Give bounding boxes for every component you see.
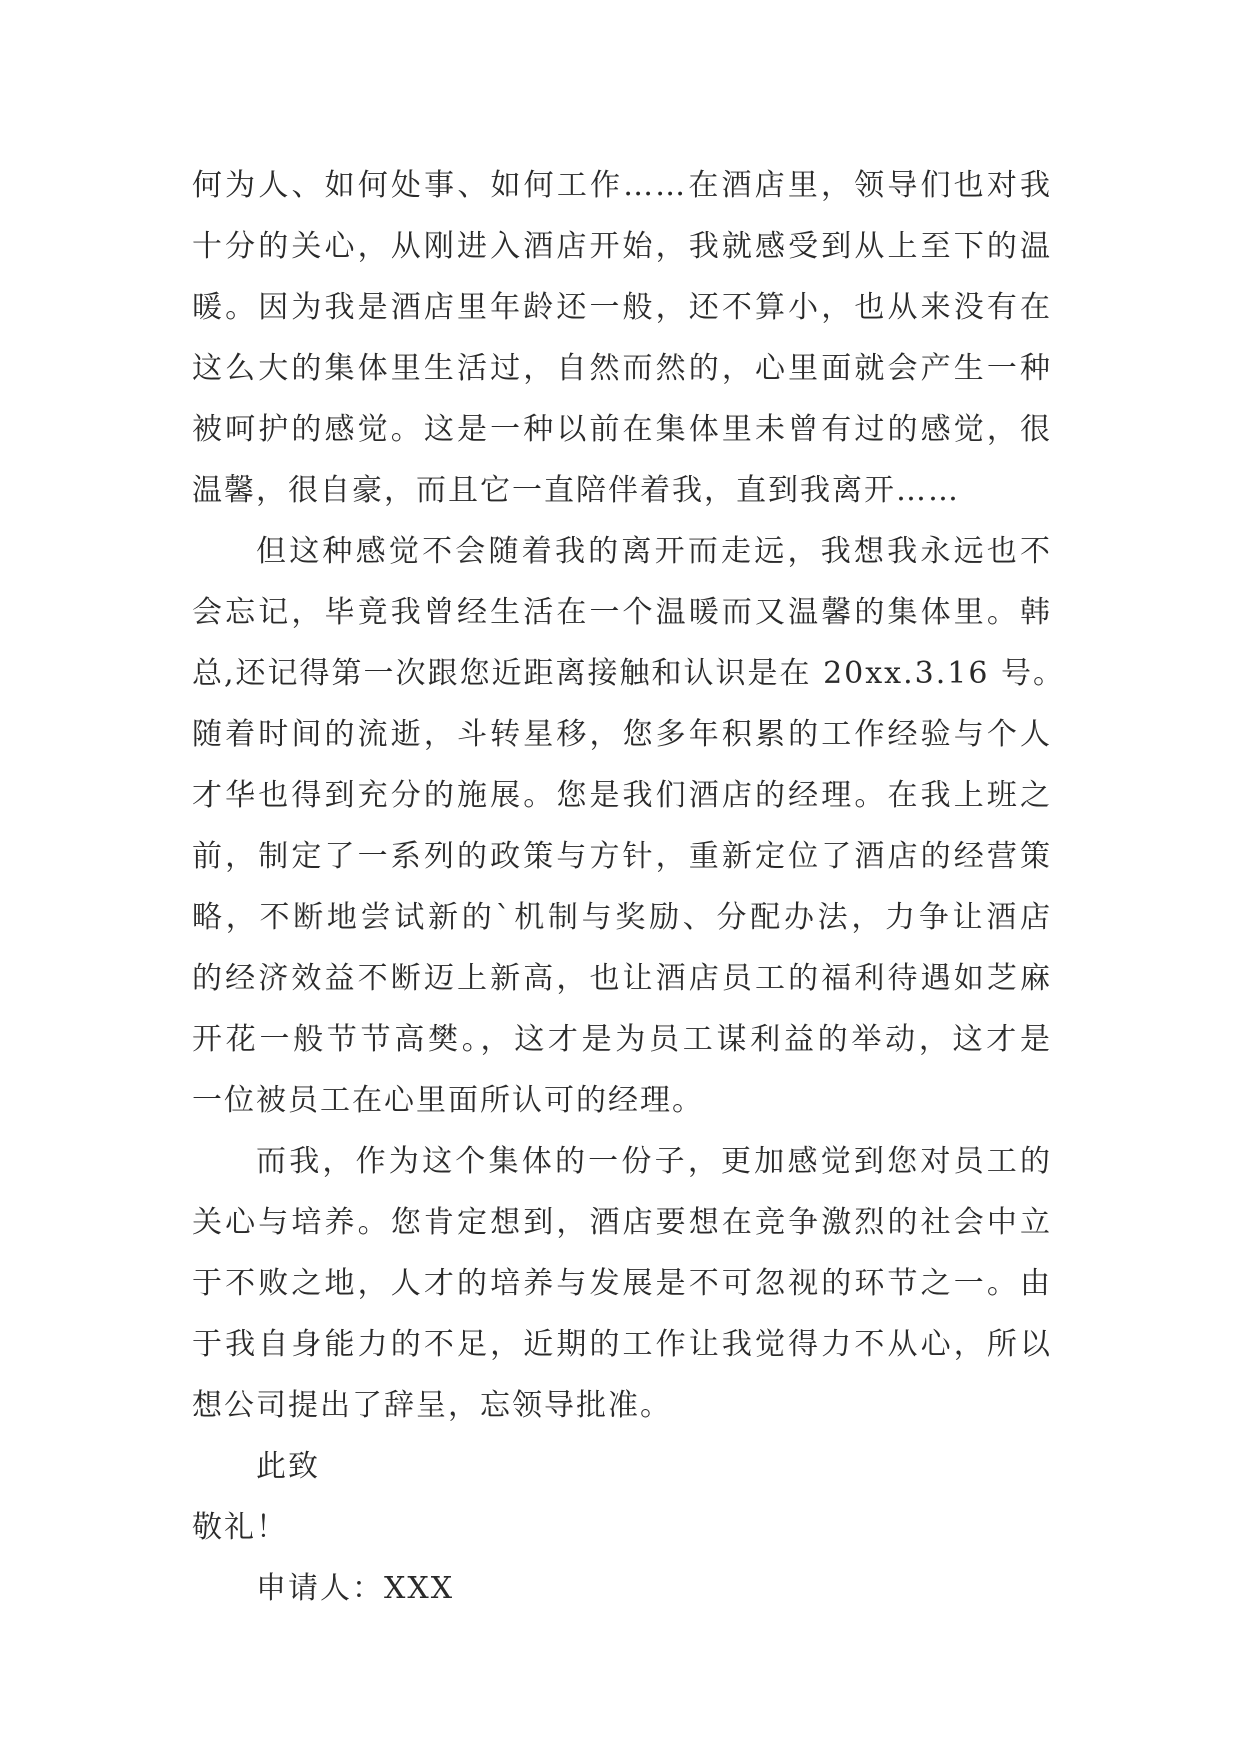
paragraph-line: 关心与培养。您肯定想到，酒店要想在竞争激烈的社会中立 xyxy=(192,1205,1052,1240)
paragraph-line: 想公司提出了辞呈，忘领导批准。 xyxy=(192,1388,672,1423)
paragraph-line: 一位被员工在心里面所认可的经理。 xyxy=(192,1083,704,1118)
paragraph-line: 开花一般节节高樊。，这才是为员工谋利益的举动，这才是 xyxy=(192,1022,1052,1057)
paragraph-line: 于不败之地，人才的培养与发展是不可忽视的环节之一。由 xyxy=(192,1266,1052,1301)
paragraph-1 xyxy=(192,155,1052,521)
paragraph-line: 何为人、如何处事、如何工作……在酒店里，领导们也对我 xyxy=(192,168,1052,203)
paragraph-line: 十分的关心，从刚进入酒店开始，我就感受到从上至下的温 xyxy=(192,229,1052,264)
paragraph-line: 才华也得到充分的施展。您是我们酒店的经理。在我上班之 xyxy=(192,778,1052,813)
salutation-line-1: 此致 xyxy=(256,1449,320,1484)
signature-line: 申请人：XXX xyxy=(256,1571,455,1606)
paragraph-line: 暖。因为我是酒店里年龄还一般，还不算小，也从来没有在 xyxy=(192,290,1052,325)
paragraph-line: 而我，作为这个集体的一份子，更加感觉到您对员工的 xyxy=(256,1144,1052,1179)
paragraph-line: 温馨，很自豪，而且它一直陪伴着我，直到我离开…… xyxy=(192,473,960,508)
paragraph-line: 前，制定了一系列的政策与方针，重新定位了酒店的经营策 xyxy=(192,839,1052,874)
letter-body xyxy=(192,155,1065,1619)
paragraph-3 xyxy=(192,1131,1052,1436)
paragraph-line: 于我自身能力的不足，近期的工作让我觉得力不从心，所以 xyxy=(192,1327,1052,1362)
salutation-line-2: 敬礼！ xyxy=(192,1510,288,1545)
paragraph-line: 总,还记得第一次跟您近距离接触和认识是在 20xx.3.16 号。 xyxy=(192,656,1065,691)
paragraph-line: 但这种感觉不会随着我的离开而走远，我想我永远也不 xyxy=(256,534,1052,569)
paragraph-line: 会忘记，毕竟我曾经生活在一个温暖而又温馨的集体里。韩 xyxy=(192,595,1052,630)
paragraph-line: 的经济效益不断迈上新高，也让酒店员工的福利待遇如芝麻 xyxy=(192,961,1052,996)
paragraph-line: 随着时间的流逝，斗转星移，您多年积累的工作经验与个人 xyxy=(192,717,1052,752)
paragraph-line: 这么大的集体里生活过，自然而然的，心里面就会产生一种 xyxy=(192,351,1052,386)
paragraph-line: 被呵护的感觉。这是一种以前在集体里未曾有过的感觉，很 xyxy=(192,412,1052,447)
paragraph-2 xyxy=(192,521,1065,1131)
paragraph-line: 略，不断地尝试新的`机制与奖励、分配办法，力争让酒店 xyxy=(192,900,1052,935)
